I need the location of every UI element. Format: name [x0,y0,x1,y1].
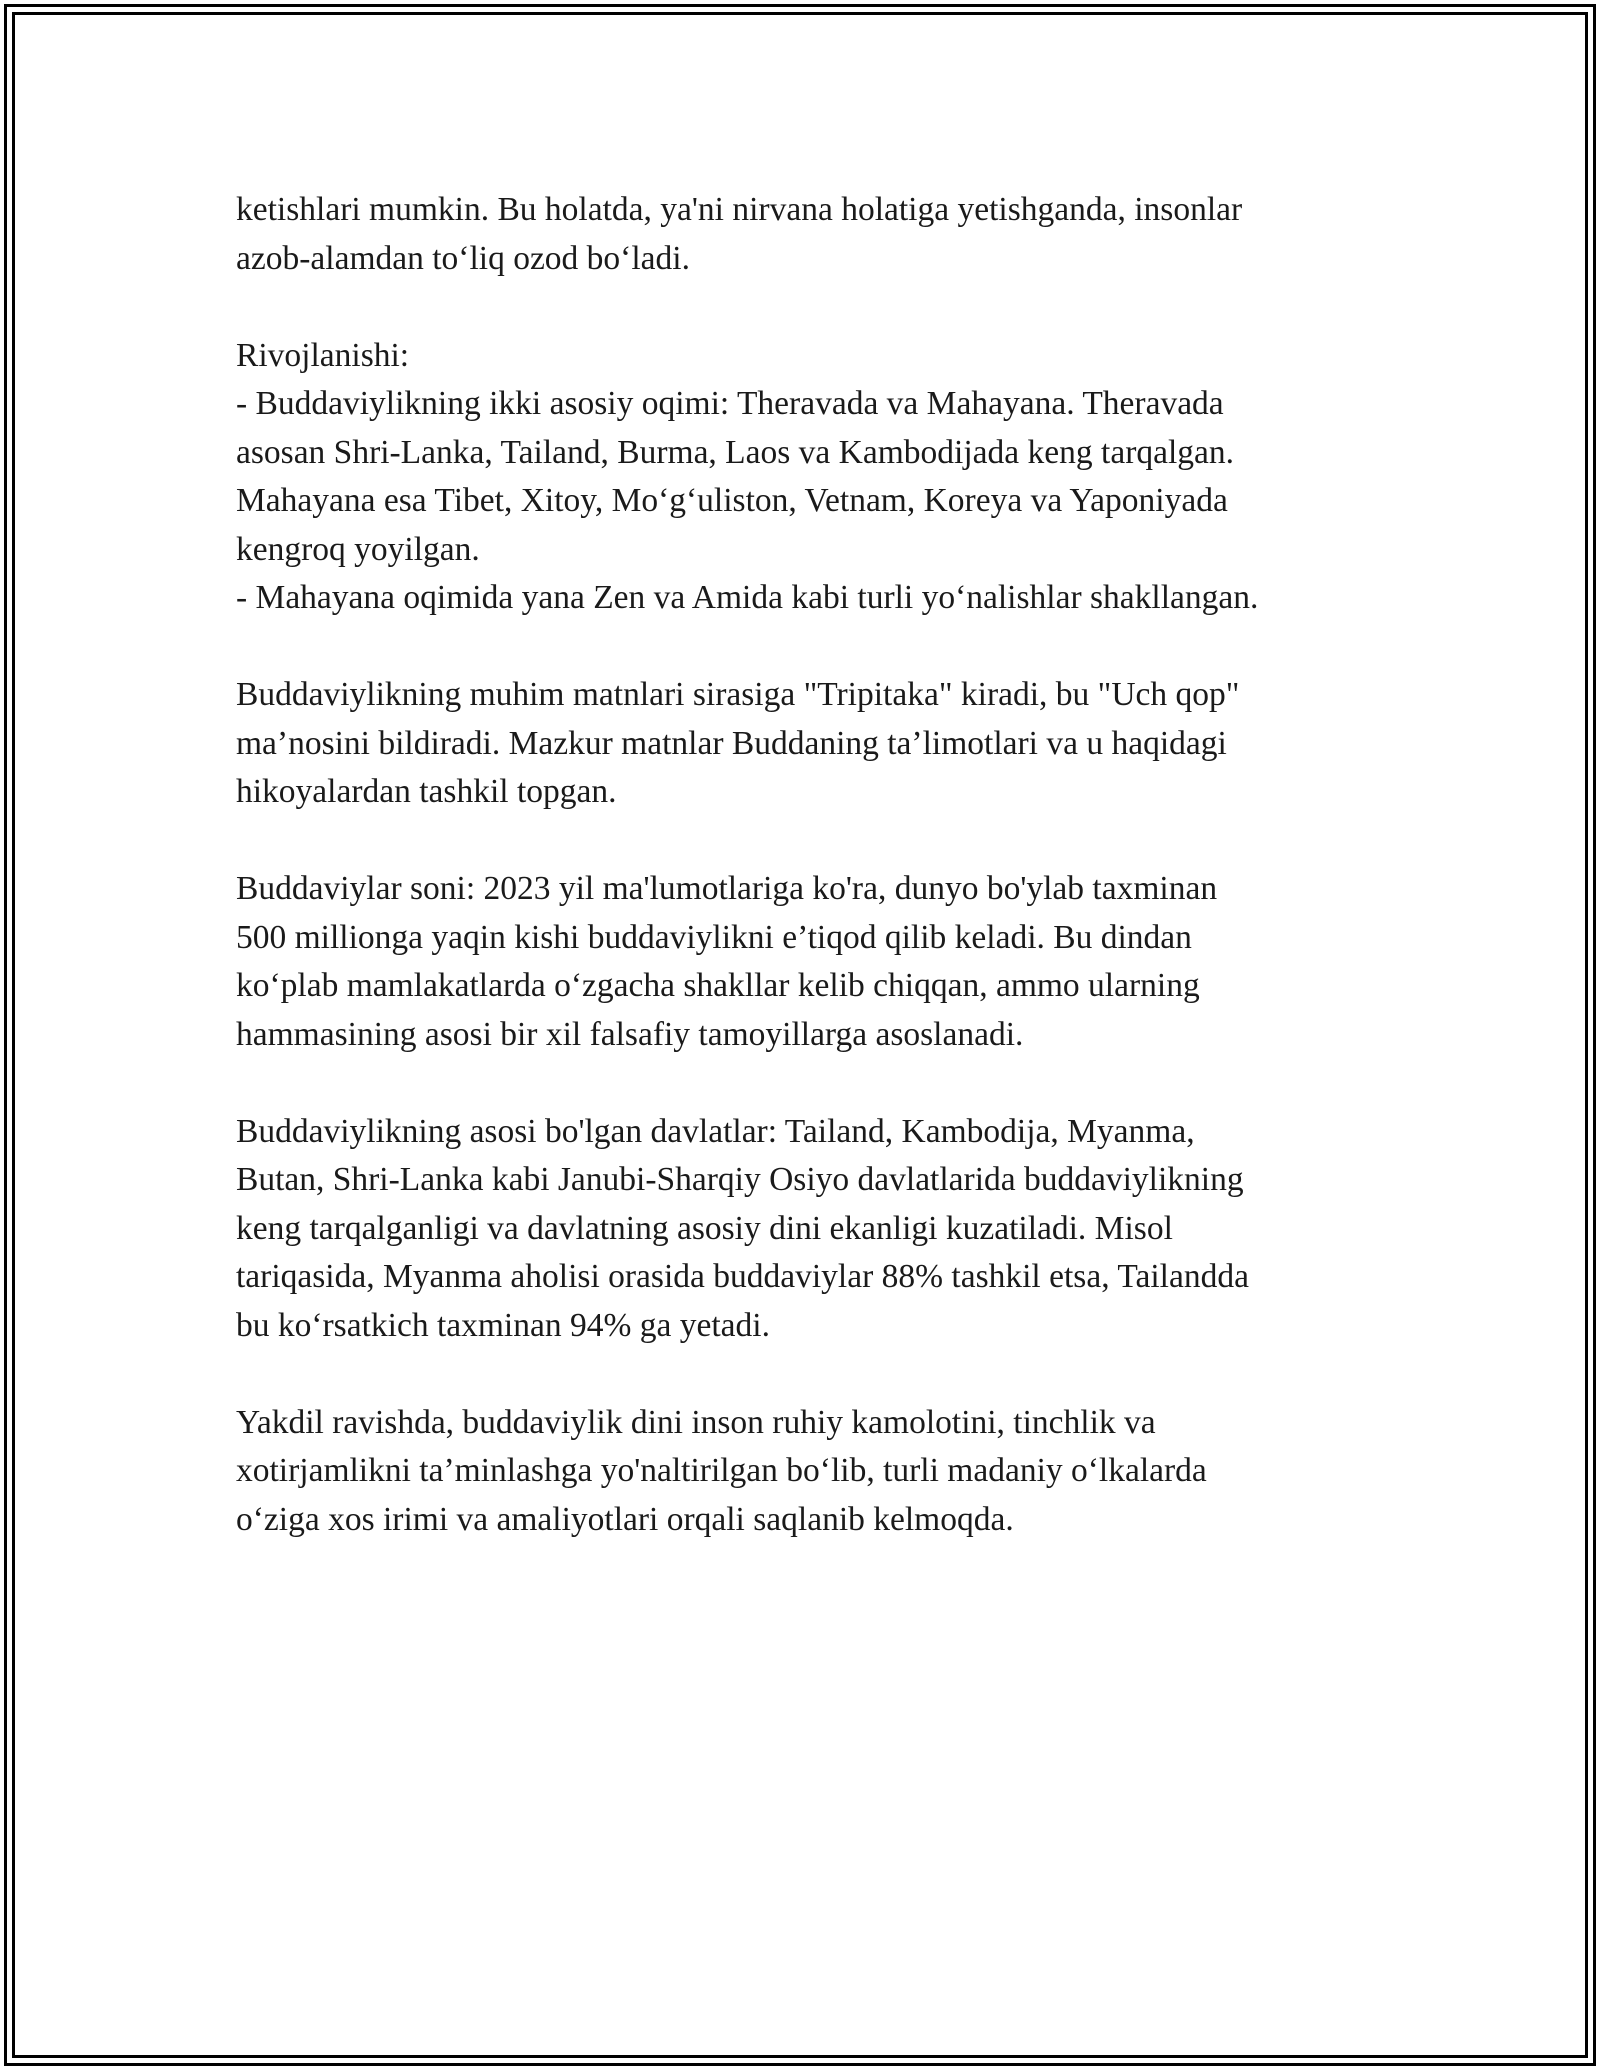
text-line: hammasining asosi bir xil falsafiy tamoyillarga asoslanadi. [236,1015,1024,1053]
text-line: Buddaviylar soni: 2023 yil ma'lumotlariga ko'ra, dunyo bo'ylab taxminan [236,870,1218,907]
text-line: bu ko‘rsatkich taxminan 94% ga yetadi. [236,1306,770,1344]
document-body [236,186,1376,1544]
paragraph-nirvana [236,186,1376,283]
paragraph-followers-count [236,865,1376,1059]
text-line: - Mahayana oqimida yana Zen va Amida kabi turli yo‘nalishlar shakllangan. [236,579,1259,616]
text-line: keng tarqalganligi va davlatning asosiy dini ekanligi kuzatiladi. Misol [236,1209,1173,1247]
text-line: hikoyalardan tashkil topgan. [236,773,617,810]
text-line: - Buddaviylikning ikki asosiy oqimi: Theravada va Mahayana. Theravada [236,385,1224,422]
text-line: Buddaviylikning muhim matnlari sirasiga "Tripitaka" kiradi, bu "Uch qop" [236,676,1240,713]
text-line: Yakdil ravishda, buddaviylik dini inson ruhiy kamolotini, tinchlik va [236,1403,1156,1441]
section-heading: Rivojlanishi: [236,336,410,374]
text-line: asosan Shri-Lanka, Tailand, Burma, Laos va Kambodijada keng tarqalgan. [236,433,1235,471]
text-line: tariqasida, Myanma aholisi orasida buddaviylar 88% tashkil etsa, Tailandda [236,1258,1249,1295]
paragraph-conclusion [236,1399,1376,1545]
paragraph-development [236,332,1376,623]
text-line: Mahayana esa Tibet, Xitoy, Mo‘g‘uliston, Vetnam, Koreya va Yaponiyada [236,482,1228,519]
text-line: xotirjamlikni ta’minlashga yo'naltirilgan bo‘lib, turli madaniy o‘lkalarda [236,1452,1207,1489]
text-line: o‘ziga xos irimi va amaliyotlari orqali saqlanib kelmoqda. [236,1500,1014,1538]
paragraph-countries [236,1108,1376,1351]
paragraph-tripitaka [236,671,1376,817]
text-line: kengroq yoyilgan. [236,530,480,568]
text-line: 500 millionga yaqin kishi buddaviylikni e’tiqod qilib keladi. Bu dindan [236,918,1192,956]
text-line: Buddaviylikning asosi bo'lgan davlatlar: Tailand, Kambodija, Myanma, [236,1112,1195,1150]
text-line: ma’nosini bildiradi. Mazkur matnlar Buddaning ta’limotlari va u haqidagi [236,724,1227,762]
text-line: Butan, Shri-Lanka kabi Janubi-Sharqiy Osiyo davlatlarida buddaviylikning [236,1161,1244,1198]
text-line: ketishlari mumkin. Bu holatda, ya'ni nirvana holatiga yetishganda, insonlar [236,191,1243,228]
text-line: ko‘plab mamlakatlarda o‘zgacha shakllar kelib chiqqan, ammo ularning [236,967,1200,1004]
text-line: azob-alamdan to‘liq ozod bo‘ladi. [236,239,690,277]
